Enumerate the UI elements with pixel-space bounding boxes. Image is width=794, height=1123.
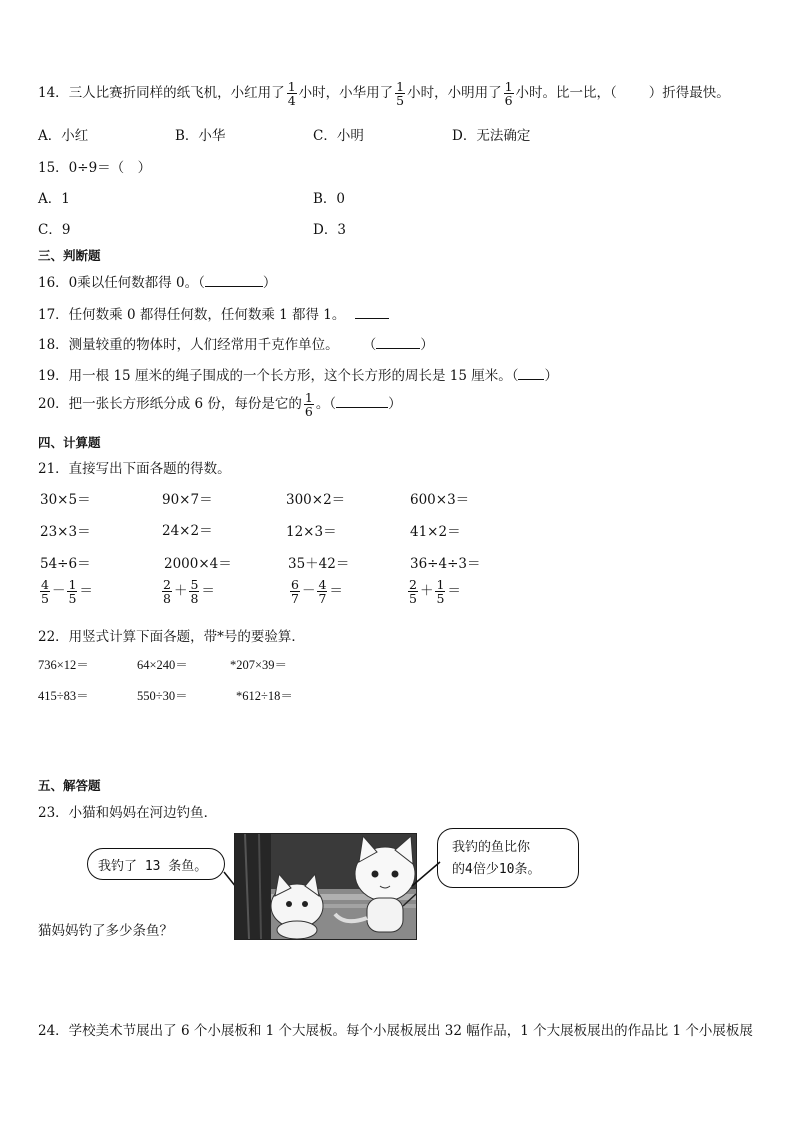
q14-fraction-3: $\frac{1}{6}$	[504, 79, 513, 109]
q14-text-4: 小时。比一比，（	[515, 85, 617, 102]
q18-text: 18．测量较重的物体时，人们经常用千克作单位。	[38, 337, 339, 353]
q14-fraction-2: $\frac{1}{5}$	[396, 79, 405, 109]
q14-option-a[interactable]: A．小红	[38, 128, 89, 144]
vertical-calc-item: 550÷30＝	[137, 689, 188, 703]
calc-item: 90×7＝	[162, 492, 213, 508]
q15-option-d[interactable]: D．3	[313, 222, 346, 238]
q20-fraction: $\frac{1}{6}$	[304, 390, 313, 420]
q14-text-5: ）折得最快。	[648, 85, 730, 102]
vertical-calc-item: 415÷83＝	[38, 689, 89, 703]
fraction-calc-item: $\frac{6}{7}$ － $\frac{4}{7}$ ＝	[291, 577, 343, 607]
section-4-heading: 四、计算题	[38, 435, 101, 450]
question-23-prompt: 23．小猫和妈妈在河边钓鱼．	[38, 805, 218, 821]
question-16	[38, 271, 276, 291]
calc-item: 2000×4＝	[164, 556, 232, 572]
q20-text-2: 。（	[315, 396, 337, 413]
question-24: 24．学校美术节展出了 6 个小展板和 1 个大展板。每个小展板展出 32 幅作品，1 个大展板展出的作品比 1 个小展板展	[38, 1023, 753, 1039]
section-5-heading: 五、解答题	[38, 778, 101, 793]
q14-option-d[interactable]: D．无法确定	[452, 128, 531, 144]
kitten-speech-text: 我钓了 13 条鱼。	[98, 859, 208, 874]
speech-bubble-pointer-right	[408, 860, 442, 890]
question-15: 15．0÷9＝（ ）	[38, 160, 152, 176]
section-3-heading: 三、判断题	[38, 248, 101, 263]
calc-item: 300×2＝	[286, 492, 346, 508]
calc-item: 35＋42＝	[288, 556, 350, 572]
calc-item: 23×3＝	[40, 524, 91, 540]
q14-number: 14．	[38, 85, 69, 102]
calc-item: 600×3＝	[410, 492, 470, 508]
calc-item: 12×3＝	[286, 524, 337, 540]
calc-item: 36÷4÷3＝	[410, 556, 481, 572]
mother-speech-line-1: 我钓的鱼比你	[452, 840, 531, 855]
q14-text-1: 三人比赛折同样的纸飞机，小红用了	[68, 85, 285, 102]
speech-bubble-mother-cat	[437, 828, 579, 888]
mother-speech-line-2: 的4倍少10条。	[452, 862, 541, 877]
speech-bubble-kitten	[87, 848, 225, 880]
q15-option-a[interactable]: A．1	[38, 191, 70, 207]
question-21-prompt: 21．直接写出下面各题的得数。	[38, 461, 231, 477]
q19-answer-blank[interactable]	[518, 367, 544, 380]
calc-item: 41×2＝	[410, 524, 461, 540]
q17-answer-blank[interactable]	[355, 306, 389, 319]
calc-item: 54÷6＝	[40, 556, 91, 572]
q14-fraction-1: $\frac{1}{4}$	[287, 79, 296, 109]
question-20	[38, 391, 402, 418]
vertical-calc-item: 64×240＝	[137, 658, 188, 672]
q16-text: 16．0乘以任何数都得 0。（	[38, 275, 205, 291]
vertical-calc-item: *207×39＝	[230, 658, 288, 672]
q20-text-1: 20．把一张长方形纸分成 6 份，每份是它的	[38, 396, 302, 413]
q19-close-paren: ）	[544, 368, 558, 384]
fraction-calc-item: $\frac{4}{5}$ － $\frac{1}{5}$ ＝	[41, 577, 93, 607]
q20-close-paren: ）	[388, 396, 402, 413]
question-22-prompt: 22．用竖式计算下面各题，带*号的要验算．	[38, 629, 305, 645]
q16-answer-blank[interactable]	[205, 274, 263, 287]
question-19	[38, 364, 558, 384]
fraction-calc-item: $\frac{2}{5}$ ＋ $\frac{1}{5}$ ＝	[409, 577, 461, 607]
q14-option-b[interactable]: B．小华	[175, 128, 226, 144]
q20-answer-blank[interactable]	[336, 395, 388, 408]
question-18	[38, 333, 434, 353]
q15-option-b[interactable]: B．0	[313, 191, 346, 207]
q14-text-3: 小时，小明用了	[407, 85, 502, 102]
q14-option-c[interactable]: C．小明	[313, 128, 364, 144]
q14-text-2: 小时，小华用了	[298, 85, 394, 102]
question-14	[38, 80, 730, 107]
q19-text: 19．用一根 15 厘米的绳子围成的一个长方形，这个长方形的周长是 15 厘米。（	[38, 368, 519, 384]
q18-close-paren: ）	[420, 337, 434, 353]
q16-close-paren: ）	[262, 275, 277, 291]
calc-item: 30×5＝	[40, 492, 91, 508]
q18-answer-blank[interactable]	[376, 336, 420, 349]
cats-drawing	[235, 834, 416, 939]
q18-open-paren: （	[362, 337, 377, 353]
cats-fishing-illustration	[234, 833, 417, 940]
fraction-calc-item: $\frac{2}{8}$ ＋ $\frac{5}{8}$ ＝	[163, 577, 215, 607]
calc-item: 24×2＝	[162, 523, 213, 539]
q23-question: 猫妈妈钓了多少条鱼？	[38, 923, 173, 939]
q17-text: 17．任何数乘 0 都得任何数，任何数乘 1 都得 1。	[38, 307, 346, 323]
vertical-calc-item: 736×12＝	[38, 658, 89, 672]
question-17	[38, 303, 389, 323]
vertical-calc-item: *612÷18＝	[236, 689, 293, 703]
q15-option-c[interactable]: C．9	[38, 222, 71, 238]
